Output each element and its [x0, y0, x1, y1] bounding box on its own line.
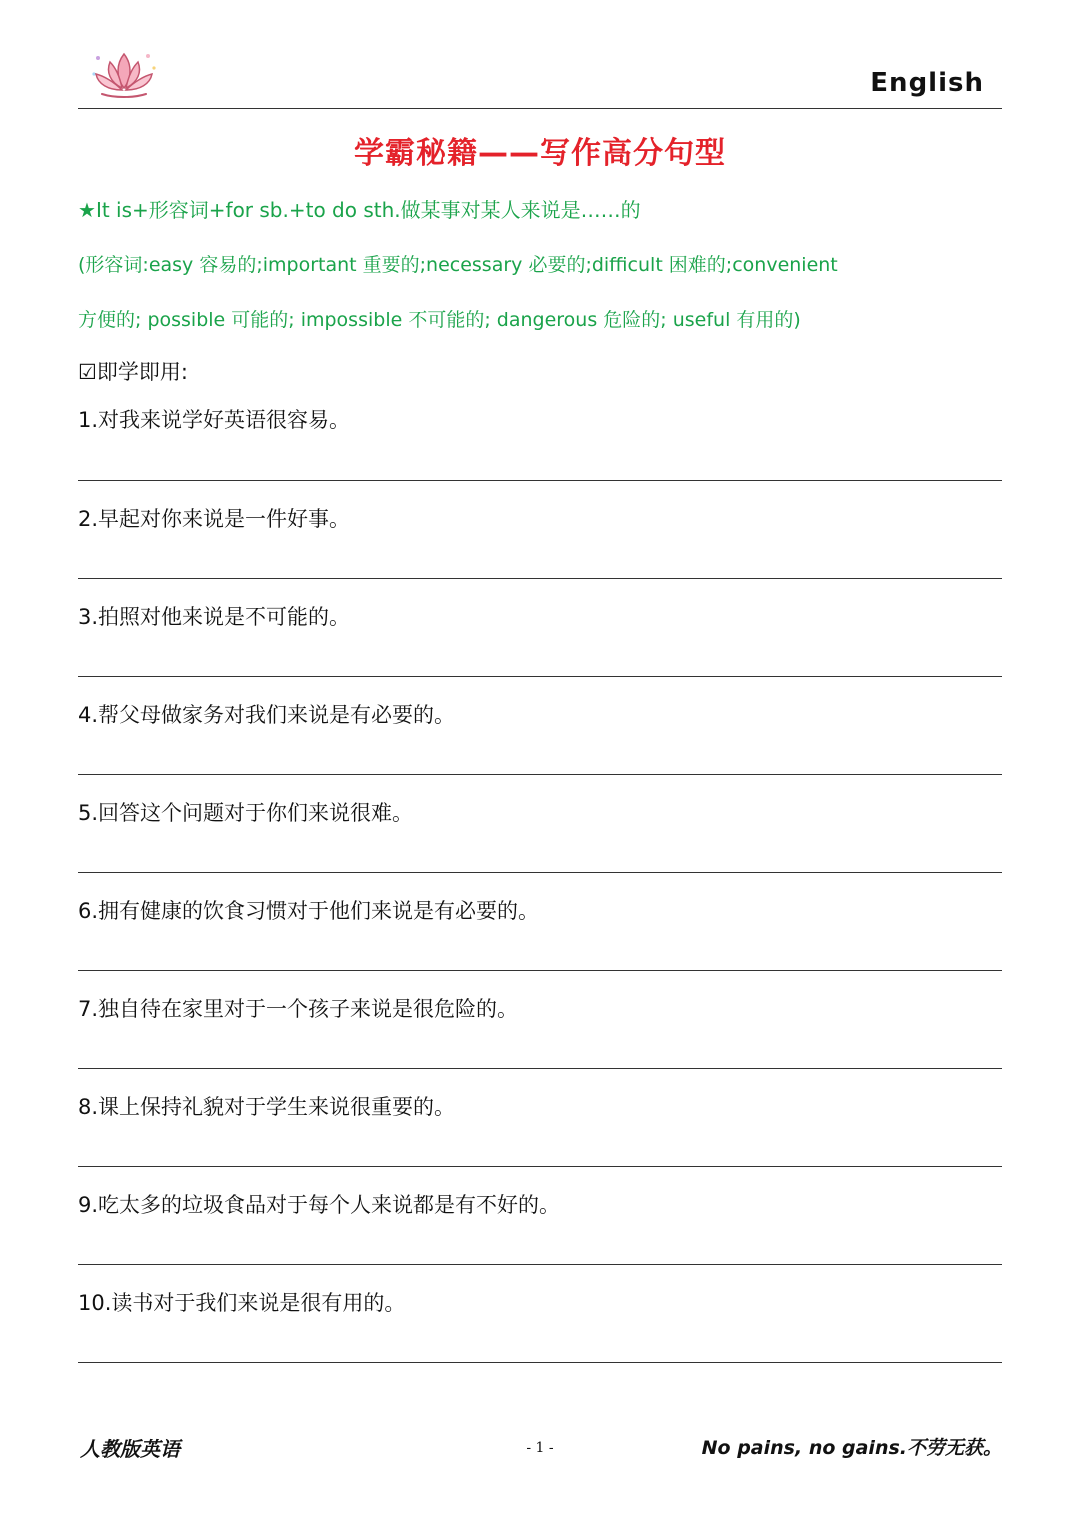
adjective-list-line-1: (形容词:easy 容易的;important 重要的;necessary 必要的;difficult 困难的;convenient [78, 254, 838, 276]
answer-line-6[interactable] [78, 970, 1002, 971]
question-2: 2.早起对你来说是一件好事。 [78, 507, 351, 531]
question-7: 7.独自待在家里对于一个孩子来说是很危险的。 [78, 997, 519, 1021]
answer-line-9[interactable] [78, 1264, 1002, 1265]
answer-line-2[interactable] [78, 578, 1002, 579]
answer-line-7[interactable] [78, 1068, 1002, 1069]
subject-label: English [870, 68, 984, 98]
page-number: - 1 - [526, 1440, 554, 1456]
question-5: 5.回答这个问题对于你们来说很难。 [78, 801, 414, 825]
answer-line-10[interactable] [78, 1362, 1002, 1363]
footer-textbook: 人教版英语 [80, 1437, 180, 1461]
question-9: 9.吃太多的垃圾食品对于每个人来说都是有不好的。 [78, 1193, 561, 1217]
answer-line-5[interactable] [78, 872, 1002, 873]
practice-heading: ☑即学即用: [78, 360, 188, 384]
star-icon: ★ [78, 198, 96, 222]
footer-motto: No pains, no gains.不劳无获。 [701, 1437, 1002, 1459]
question-4: 4.帮父母做家务对我们来说是有必要的。 [78, 703, 456, 727]
pattern-formula: It is+形容词+for sb.+to do sth.做某事对某人来说是……的 [95, 198, 641, 222]
answer-line-4[interactable] [78, 774, 1002, 775]
header-divider [78, 108, 1002, 109]
question-6: 6.拥有健康的饮食习惯对于他们来说是有必要的。 [78, 899, 540, 923]
answer-line-3[interactable] [78, 676, 1002, 677]
answer-line-1[interactable] [78, 480, 1002, 481]
page-title: 学霸秘籍——写作高分句型 [354, 136, 726, 171]
question-3: 3.拍照对他来说是不可能的。 [78, 605, 351, 629]
question-8: 8.课上保持礼貌对于学生来说很重要的。 [78, 1095, 456, 1119]
question-1: 1.对我来说学好英语很容易。 [78, 408, 351, 432]
sentence-pattern [78, 194, 641, 223]
adjective-list-line-2: 方便的; possible 可能的; impossible 不可能的; dangerous 危险的; useful 有用的) [78, 309, 801, 331]
question-10: 10.读书对于我们来说是很有用的。 [78, 1291, 406, 1315]
answer-line-8[interactable] [78, 1166, 1002, 1167]
lotus-icon [88, 48, 160, 104]
